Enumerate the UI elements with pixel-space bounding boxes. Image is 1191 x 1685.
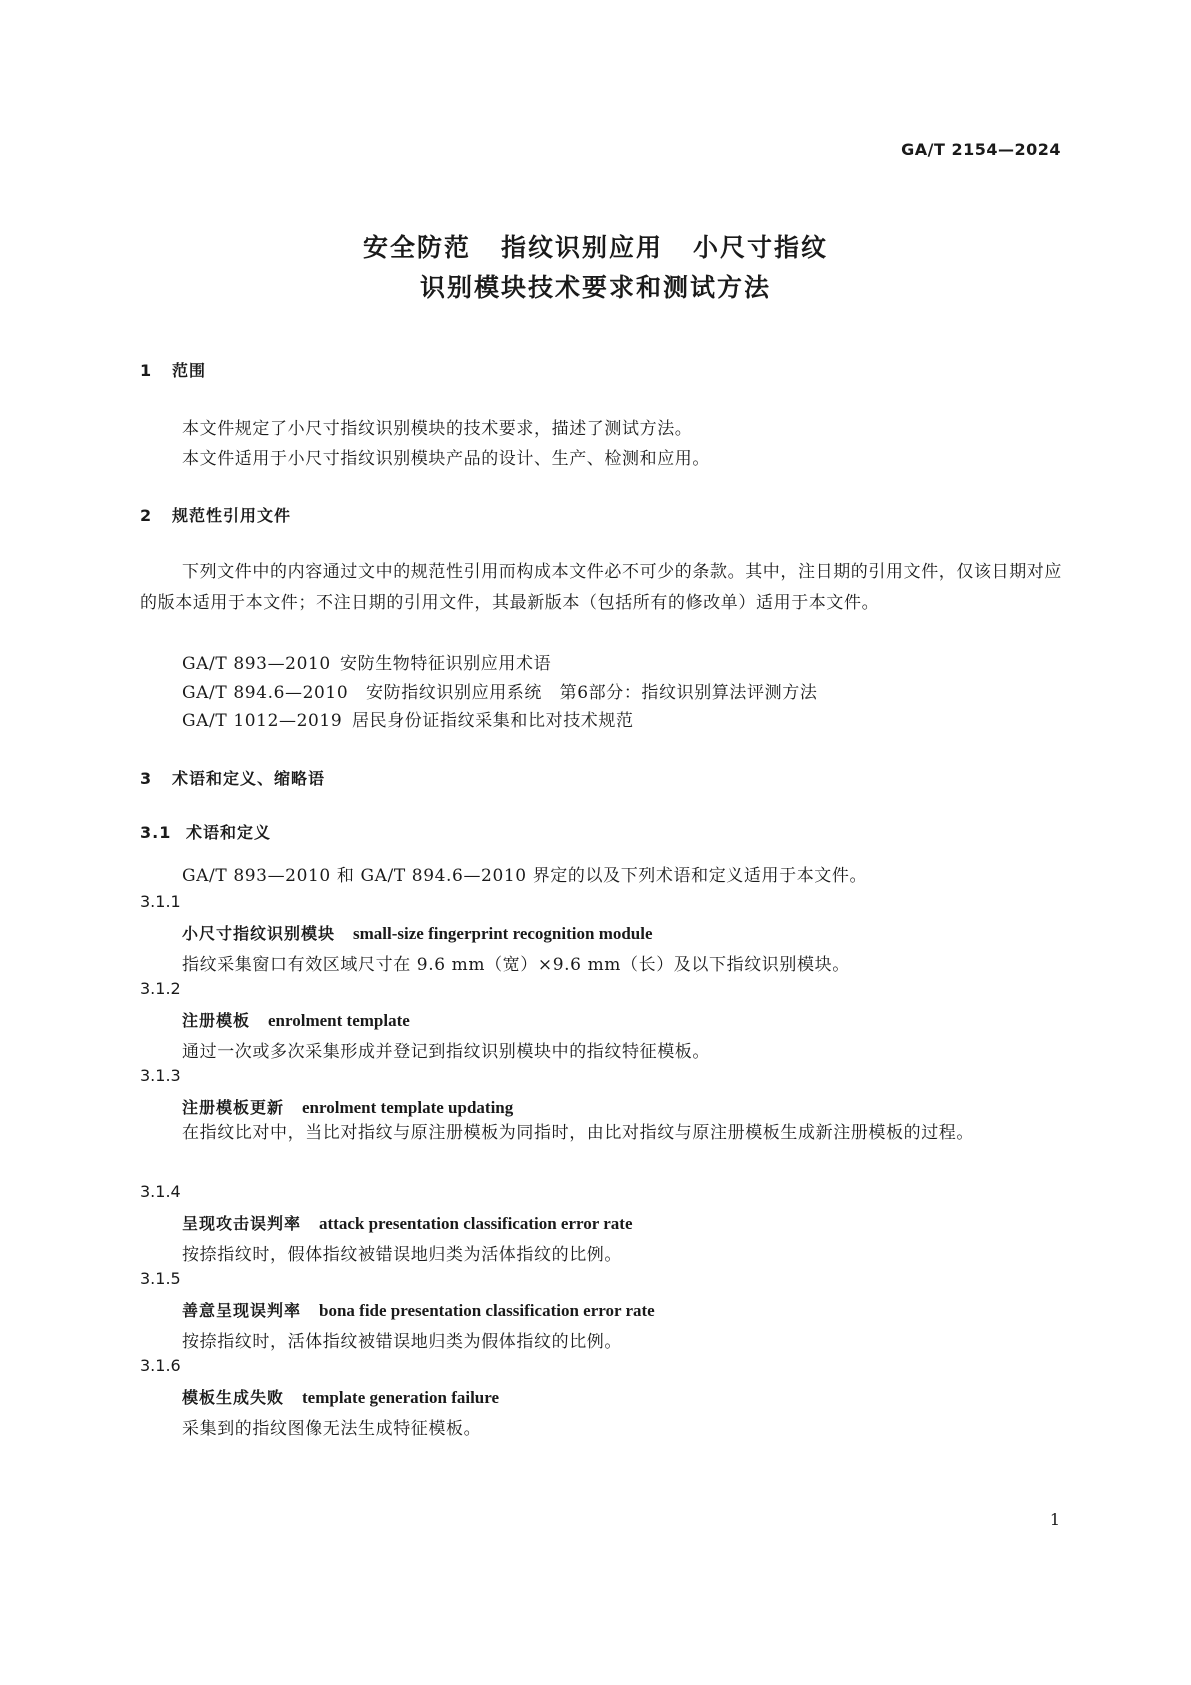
section-1-heading — [140, 358, 206, 381]
reference-title: 居民身份证指纹采集和比对技术规范 — [352, 711, 634, 731]
term-en: bona fide presentation classification error rate — [319, 1301, 655, 1320]
reference-code: GA/T 893—2010 — [182, 654, 331, 674]
term-en: enrolment template updating — [302, 1098, 514, 1117]
term-number: 3.1.5 — [140, 1269, 181, 1288]
term-definition: 通过一次或多次采集形成并登记到指纹识别模块中的指纹特征模板。 — [182, 1042, 710, 1062]
term-number: 3.1.6 — [140, 1356, 181, 1375]
term-zh: 模板生成失败 — [182, 1388, 285, 1407]
section-number: 3 — [140, 769, 153, 788]
term-heading — [182, 1095, 513, 1118]
term-heading — [182, 1211, 633, 1234]
term-en: small-size fingerprint recognition module — [353, 924, 653, 943]
term-definition: 按捺指纹时，活体指纹被错误地归类为假体指纹的比例。 — [182, 1332, 622, 1352]
reference-code: GA/T 1012—2019 — [182, 711, 343, 731]
term-heading — [182, 1298, 655, 1321]
document-title-line1 — [0, 228, 1191, 264]
term-zh: 善意呈现误判率 — [182, 1301, 302, 1320]
paragraph: 本文件规定了小尺寸指纹识别模块的技术要求，描述了测试方法。 — [182, 419, 693, 439]
term-zh: 注册模板更新 — [182, 1098, 285, 1117]
section-3-heading — [140, 766, 325, 789]
subsection-title: 术语和定义 — [186, 823, 272, 842]
section-title: 规范性引用文件 — [172, 506, 292, 525]
term-definition: 在指纹比对中，当比对指纹与原注册模板为同指时，由比对指纹与原注册模板生成新注册模板的过程。 — [182, 1123, 974, 1143]
term-zh: 注册模板 — [182, 1011, 251, 1030]
term-number: 3.1.1 — [140, 892, 181, 911]
title-part3: 小尺寸指纹 — [693, 233, 829, 262]
reference-title: 安防生物特征识别应用术语 — [340, 654, 552, 674]
term-definition: 按捺指纹时，假体指纹被错误地归类为活体指纹的比例。 — [182, 1245, 622, 1265]
document-title-line2: 识别模块技术要求和测试方法 — [419, 273, 771, 302]
page-number: 1 — [1049, 1510, 1060, 1529]
reference-item — [182, 678, 817, 703]
paragraph: 本文件适用于小尺寸指纹识别模块产品的设计、生产、检测和应用。 — [182, 449, 710, 469]
term-number: 3.1.2 — [140, 979, 181, 998]
standard-number: GA/T 2154—2024 — [901, 140, 1061, 159]
term-definition: 指纹采集窗口有效区域尺寸在 9.6 mm（宽）×9.6 mm（长）及以下指纹识别模块。 — [182, 955, 850, 975]
reference-title: 安防指纹识别应用系统 第6部分：指纹识别算法评测方法 — [366, 683, 818, 703]
section-number: 1 — [140, 361, 153, 380]
term-en: attack presentation classification error rate — [319, 1214, 633, 1233]
term-zh: 小尺寸指纹识别模块 — [182, 924, 336, 943]
normative-references-intro: 下列文件中的内容通过文中的规范性引用而构成本文件必不可少的条款。其中，注日期的引用文件，仅该日期对应的版本适用于本文件；不注日期的引用文件，其最新版本（包括所有的修改单）适用于本文件。 — [140, 562, 1062, 613]
section-title: 术语和定义、缩略语 — [172, 769, 326, 788]
section-number: 2 — [140, 506, 153, 525]
section-title: 范围 — [172, 361, 207, 380]
reference-item — [182, 706, 634, 731]
subsection-3-1-heading — [140, 820, 271, 843]
subsection-number: 3.1 — [140, 823, 172, 842]
term-heading — [182, 1385, 499, 1408]
term-en: enrolment template — [268, 1011, 410, 1030]
term-en: template generation failure — [302, 1388, 500, 1407]
term-definition: 采集到的指纹图像无法生成特征模板。 — [182, 1419, 482, 1439]
term-heading — [182, 921, 653, 944]
title-part1: 安全防范 — [362, 233, 471, 262]
terms-intro: GA/T 893—2010 和 GA/T 894.6—2010 界定的以及下列术语和定义适用于本文件。 — [182, 866, 868, 886]
term-zh: 呈现攻击误判率 — [182, 1214, 302, 1233]
reference-code: GA/T 894.6—2010 — [182, 683, 349, 703]
term-heading — [182, 1008, 410, 1031]
title-part2: 指纹识别应用 — [500, 233, 663, 262]
term-number: 3.1.3 — [140, 1066, 181, 1085]
term-number: 3.1.4 — [140, 1182, 181, 1201]
section-2-heading — [140, 503, 291, 526]
reference-item — [182, 649, 551, 674]
